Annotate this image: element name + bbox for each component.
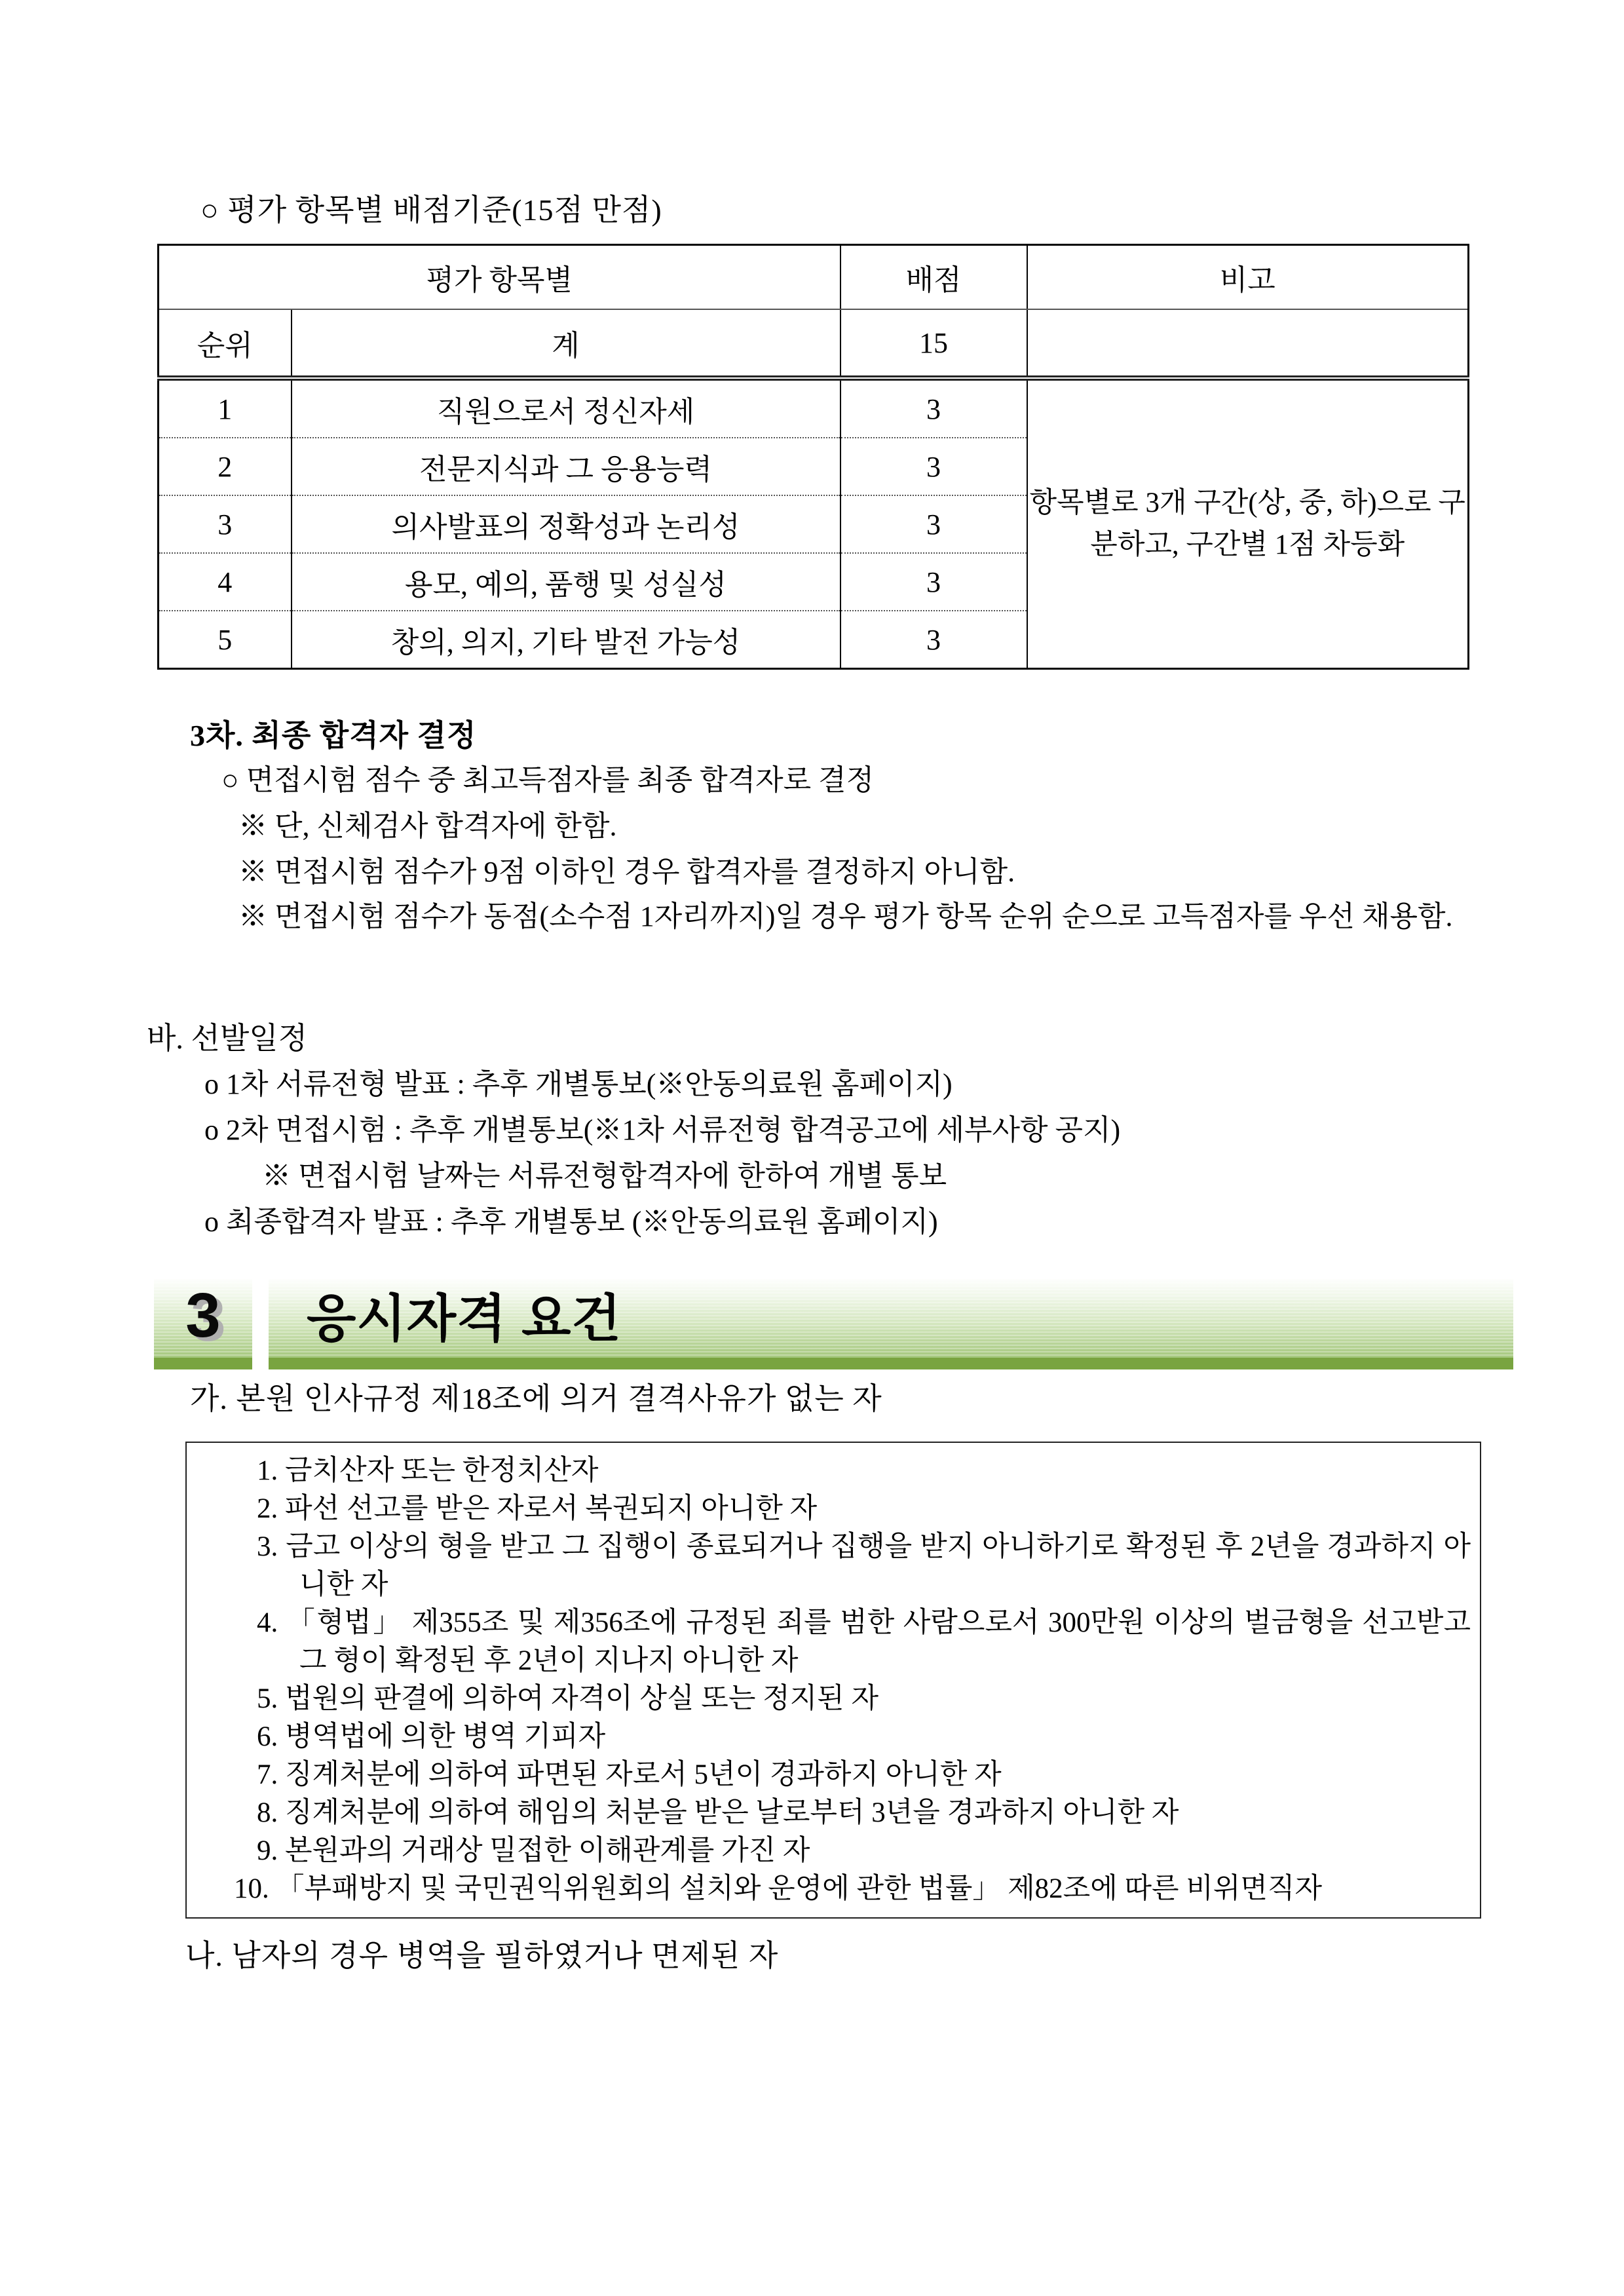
final-round-bullet-line: ○ 면접시험 점수 중 최고득점자를 최종 합격자로 결정: [221, 764, 875, 796]
section-number: 3: [185, 1280, 221, 1350]
schedule-item-note: ※ 면접시험 날짜는 서류전형합격자에 한하여 개별 통보: [262, 1160, 947, 1192]
eligibility-item: 3. 금고 이상의 형을 받고 그 집행이 종료되거나 집행을 받지 아니하기로 확정된 후 2년을 경과하지 아니한 자: [257, 1531, 1471, 1600]
header-item-col: 평가 항목별: [159, 245, 840, 310]
schedule-item: o 1차 서류전형 발표 : 추후 개별통보(※안동의료원 홈페이지): [204, 1068, 953, 1100]
eligibility-item: 5. 법원의 판결에 의하여 자격이 상실 또는 정지된 자: [257, 1683, 879, 1714]
header-score-col: 배점: [840, 245, 1027, 310]
item-cell: 창의, 의지, 기타 발전 가능성: [292, 611, 840, 669]
score-cell: 3: [840, 438, 1027, 495]
final-round-note-line: ※ 단, 신체검사 합격자에 한함.: [238, 810, 617, 842]
empty-note-cell: [1027, 309, 1469, 378]
rank-cell: 1: [159, 378, 292, 438]
evaluation-criteria-title: ○ 평가 항목별 배점기준(15점 만점): [200, 193, 662, 227]
eligibility-item: 2. 파선 선고를 받은 자로서 복권되지 아니한 자: [257, 1493, 818, 1524]
total-label-cell: 계: [292, 309, 840, 378]
rank-cell: 4: [159, 553, 292, 611]
eligibility-item: 7. 징계처분에 의하여 파면된 자로서 5년이 경과하지 아니한 자: [257, 1759, 1002, 1790]
rank-cell: 3: [159, 495, 292, 553]
item-cell: 직원으로서 정신자세: [292, 378, 840, 438]
score-table: [157, 244, 1469, 670]
score-cell: 3: [840, 495, 1027, 553]
score-cell: 3: [840, 553, 1027, 611]
table-row: [159, 378, 1469, 438]
final-round-note-line: ※ 면접시험 점수가 9점 이하인 경우 합격자를 결정하지 아니함.: [238, 856, 1015, 888]
eligibility-item: 8. 징계처분에 의하여 해임의 처분을 받은 날로부터 3년을 경과하지 아니한 자: [257, 1797, 1179, 1828]
section-title-banner: [269, 1279, 1513, 1369]
eligibility-item: 9. 본원과의 거래상 밀접한 이해관계를 가진 자: [257, 1835, 810, 1866]
header-note-col: 비고: [1027, 245, 1469, 310]
item-cell: 의사발표의 정확성과 논리성: [292, 495, 840, 553]
military-service-line: 나. 남자의 경우 병역을 필하였거나 면제된 자: [185, 1939, 779, 1972]
item-cell: 용모, 예의, 품행 및 성실성: [292, 553, 840, 611]
schedule-heading: 바. 선발일정: [147, 1022, 308, 1055]
schedule-item: o 2차 면접시험 : 추후 개별통보(※1차 서류전형 합격공고에 세부사항 공지): [204, 1114, 1121, 1146]
eligibility-item: 4. 「형법」 제355조 및 제356조에 규정된 죄를 범한 사람으로서 300만원 이상의 벌금형을 선고받고 그 형이 확정된 후 2년이 지나지 아니한 자: [257, 1607, 1471, 1676]
eligibility-box: [185, 1442, 1481, 1919]
rank-cell: 2: [159, 438, 292, 495]
section-title: 응시자격 요건: [307, 1290, 622, 1347]
eligibility-item: 1. 금치산자 또는 한정치산자: [257, 1455, 599, 1486]
rank-cell: 5: [159, 611, 292, 669]
eligibility-item: 6. 병역법에 의한 병역 기피자: [257, 1721, 606, 1752]
eligibility-item: 10. 「부패방지 및 국민권익위원회의 설치와 운영에 관한 법률」 제82조에 따른 비위면직자: [234, 1873, 1323, 1904]
rank-header-cell: 순위: [159, 309, 292, 378]
final-round-heading: 3차. 최종 합격자 결정: [190, 719, 477, 752]
item-cell: 전문지식과 그 응용능력: [292, 438, 840, 495]
final-round-note-line: ※ 면접시험 점수가 동점(소수점 1자리까지)일 경우 평가 항목 순위 순으로 고득점자를 우선 채용함.: [238, 900, 1453, 932]
score-cell: 3: [840, 378, 1027, 438]
note-cell: 항목별로 3개 구간(상, 중, 하)으로 구분하고, 구간별 1점 차등화: [1027, 378, 1469, 669]
eligibility-heading: 가. 본원 인사규정 제18조에 의거 결격사유가 없는 자: [190, 1382, 882, 1415]
table-header-row: [159, 245, 1469, 310]
total-score-cell: 15: [840, 309, 1027, 378]
score-cell: 3: [840, 611, 1027, 669]
schedule-item: o 최종합격자 발표 : 추후 개별통보 (※안동의료원 홈페이지): [204, 1206, 938, 1238]
table-subheader-row: [159, 309, 1469, 378]
section-number-box: [154, 1279, 252, 1369]
